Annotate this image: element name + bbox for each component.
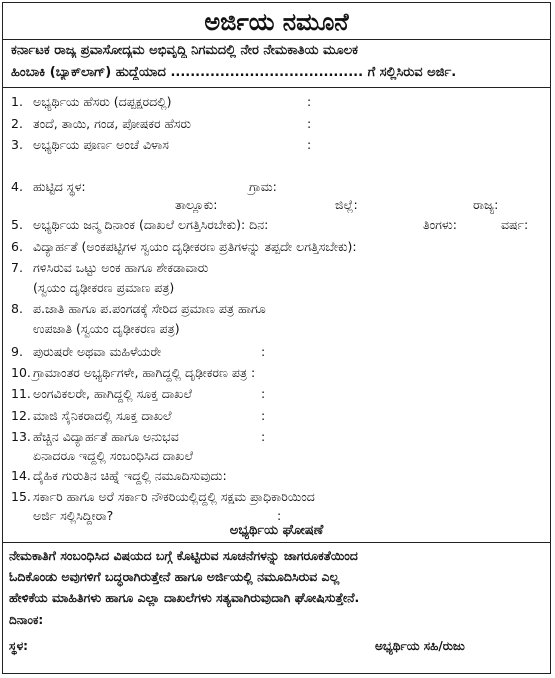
year-label: ವರ್ಷ:	[501, 217, 529, 232]
field-7-line-2: (ಸ್ವಯಂ ದೃಢೀಕರಣ ಪ್ರಮಾಣ ಪತ್ರ)	[33, 280, 175, 295]
field-8	[11, 300, 544, 317]
field-label: ಗಳಿಸಿರುವ ಒಟ್ಟು ಅಂಕ ಹಾಗೂ ಶೇಕಡಾವಾರು	[33, 260, 209, 275]
field-label: ಅಂಗವಿಕಲರೇ, ಹಾಗಿದ್ದಲ್ಲಿ ಸೂಕ್ತ ದಾಖಲೆ	[33, 386, 192, 401]
field-number: 2.	[11, 116, 23, 131]
field-colon: :	[261, 386, 266, 401]
field-colon: :	[261, 344, 266, 359]
field-colon: :	[261, 408, 266, 423]
field-8-line-2: ಉಪಜಾತಿ (ಸ್ವಯಂ ದೃಢೀಕರಣ ಪತ್ರ)	[33, 321, 180, 336]
field-label: ಅರ್ಜಿ ಸಲ್ಲಿಸಿದ್ದೀರಾ?	[33, 508, 114, 523]
field-9	[11, 343, 544, 360]
field-number: 8.	[11, 301, 23, 316]
divider	[3, 87, 550, 88]
declaration-heading: ಅಭ್ಯರ್ಥಿಯ ಘೋಷಣೆ	[229, 523, 324, 538]
field-colon: :	[307, 116, 312, 131]
field-label: ಹೆಚ್ಚಿನ ವಿದ್ಯಾರ್ಹತೆ ಹಾಗೂ ಅನುಭವ	[33, 429, 179, 444]
field-15	[11, 488, 544, 505]
field-colon: :	[307, 94, 312, 109]
field-label: ಹುಟ್ಟಿದ ಸ್ಥಳ:	[33, 179, 86, 194]
field-15-line-2	[33, 507, 544, 524]
field-6	[11, 238, 544, 255]
field-label: ಗ್ರಾಮಾಂತರ ಅಭ್ಯರ್ಥಿಗಳೇ, ಹಾಗಿದ್ದಲ್ಲಿ ದೃಢೀಕರಣ ಪತ್ರ :	[33, 365, 256, 380]
taluk-label: ತಾಲ್ಲೂಕು:	[175, 197, 218, 212]
field-11	[11, 385, 544, 402]
field-label: ಮಾಜಿ ಸೈನಿಕರಾದಲ್ಲಿ ಸೂಕ್ತ ದಾಖಲೆ	[33, 408, 172, 423]
field-label: ಅಭ್ಯರ್ಥಿಯ ಹೆಸರು (ದಪ್ಪಕ್ಷರದಲ್ಲಿ)	[33, 94, 172, 109]
field-label: ವಿದ್ಯಾರ್ಹತೆ (ಅಂಕಪಟ್ಟಿಗಳ ಸ್ವಯಂ ದೃಢೀಕರಣ ಪ್ರತಿಗಳನ್ನು ತಪ್ಪದೇ ಲಗತ್ತಿಸಬೇಕು):	[33, 239, 357, 254]
field-label: ಪ.ಜಾತಿ ಹಾಗೂ ಪ.ಪಂಗಡಕ್ಕೆ ಸೇರಿದ ಪ್ರಮಾಣ ಪತ್ರ ಹಾಗೂ	[33, 301, 266, 316]
field-2	[11, 115, 544, 132]
field-4	[11, 178, 544, 195]
field-5	[11, 216, 544, 233]
field-12	[11, 407, 544, 424]
field-13	[11, 428, 544, 445]
declaration-line-3: ಹೇಳಿಕೆಯ ಮಾಹಿತಿಗಳು ಹಾಗೂ ಎಲ್ಲಾ ದಾಖಲೆಗಳು ಸತ್ಯವಾಗಿರುವುದಾಗಿ ಘೋಷಿಸುತ್ತೇನೆ.	[9, 590, 360, 605]
field-number: 14.	[11, 468, 31, 483]
district-label: ಜಿಲ್ಲೆ:	[335, 197, 358, 212]
field-14	[11, 467, 544, 484]
field-number: 6.	[11, 239, 23, 254]
field-colon: :	[261, 429, 266, 444]
field-number: 9.	[11, 344, 23, 359]
date-label: ದಿನಾಂಕ:	[9, 613, 44, 627]
field-colon: :	[307, 137, 312, 152]
field-number: 12.	[11, 408, 31, 423]
month-label: ತಿಂಗಳು:	[423, 217, 457, 232]
field-label: ಸರ್ಕಾರಿ ಹಾಗೂ ಅರೆ ಸರ್ಕಾರಿ ನೌಕರಿಯಲ್ಲಿದ್ದಲ್ಲಿ ಸಕ್ಷಮ ಪ್ರಾಧಿಕಾರಿಯಿಂದ	[33, 489, 315, 504]
field-number: 1.	[11, 94, 23, 109]
field-number: 11.	[11, 386, 31, 401]
field-number: 13.	[11, 429, 31, 444]
field-1	[11, 93, 544, 110]
field-13-line-2: ಏನಾದರೂ ಇದ್ದಲ್ಲಿ ಸಂಬಂಧಿಸಿದ ದಾಖಲೆ	[33, 448, 193, 463]
field-number: 5.	[11, 217, 23, 232]
state-label: ರಾಜ್ಯ:	[473, 197, 499, 212]
signature-label: ಅಭ್ಯರ್ಥಿಯ ಸಹಿ/ರುಜು	[375, 639, 465, 653]
field-number: 15.	[11, 489, 31, 504]
field-label: ದೈಹಿಕ ಗುರುತಿನ ಚಿಹ್ನೆ ಇದ್ದಲ್ಲಿ ನಮೂದಿಸುವುದು:	[33, 468, 227, 483]
field-7	[11, 259, 544, 276]
field-number: 3.	[11, 137, 23, 152]
field-number: 7.	[11, 260, 23, 275]
field-label: ಅಭ್ಯರ್ಥಿಯ ಜನ್ಮ ದಿನಾಂಕ (ದಾಖಲೆ ಲಗತ್ತಿಸಿರಬೇಕು): ದಿನ:	[33, 217, 269, 232]
form-title: ಅರ್ಜಿಯ ನಮೂನೆ	[3, 5, 550, 40]
place-label: ಸ್ಥಳ:	[9, 639, 28, 653]
field-label: ಅಭ್ಯರ್ಥಿಯ ಪೂರ್ಣ ಅಂಚೆ ವಿಳಾಸ	[33, 137, 169, 152]
village-label: ಗ್ರಾಮ:	[249, 179, 277, 194]
field-label: ತಂದೆ, ತಾಯಿ, ಗಂಡ, ಪೋಷಕರ ಹೆಸರು	[33, 116, 191, 131]
field-label: ಪುರುಷರೇ ಅಥವಾ ಮಹಿಳೆಯರೇ	[33, 344, 162, 359]
declaration-line-1: ನೇಮಕಾತಿಗೆ ಸಂಬಂಧಿಸಿದ ವಿಷಯದ ಬಗ್ಗೆ ಕೊಟ್ಟಿರುವ ಸೂಚನೆಗಳನ್ನು ಜಾಗರೂಕತೆಯಿಂದ	[9, 548, 358, 563]
field-number: 10.	[11, 365, 31, 380]
application-form	[2, 2, 551, 674]
field-colon: :	[277, 508, 282, 523]
intro-line-2: ಹಿಂಬಾಕಿ (ಬ್ಯಾಕ್‌ಲಾಗ್) ಹುದ್ದೆಯಾದ ....................................... ಗೆ ಸಲ್ಲಿಸಿರುವ ಅರ್ಜಿ.	[11, 65, 457, 80]
divider	[3, 542, 550, 543]
field-10	[11, 364, 544, 381]
field-number: 4.	[11, 179, 23, 194]
field-3	[11, 136, 544, 153]
declaration-line-2: ಓದಿಕೊಂಡು ಅವುಗಳಿಗೆ ಬದ್ಧರಾಗಿರುತ್ತೇನೆ ಹಾಗೂ ಅರ್ಜಿಯಲ್ಲಿ ನಮೂದಿಸಿರುವ ಎಲ್ಲ	[9, 569, 340, 584]
intro-line-1: ಕರ್ನಾಟಕ ರಾಜ್ಯ ಪ್ರವಾಸೋದ್ಯಮ ಅಭಿವೃದ್ಧಿ ನಿಗಮದಲ್ಲಿ ನೇರ ನೇಮಕಾತಿಯ ಮೂಲಕ	[11, 43, 358, 58]
